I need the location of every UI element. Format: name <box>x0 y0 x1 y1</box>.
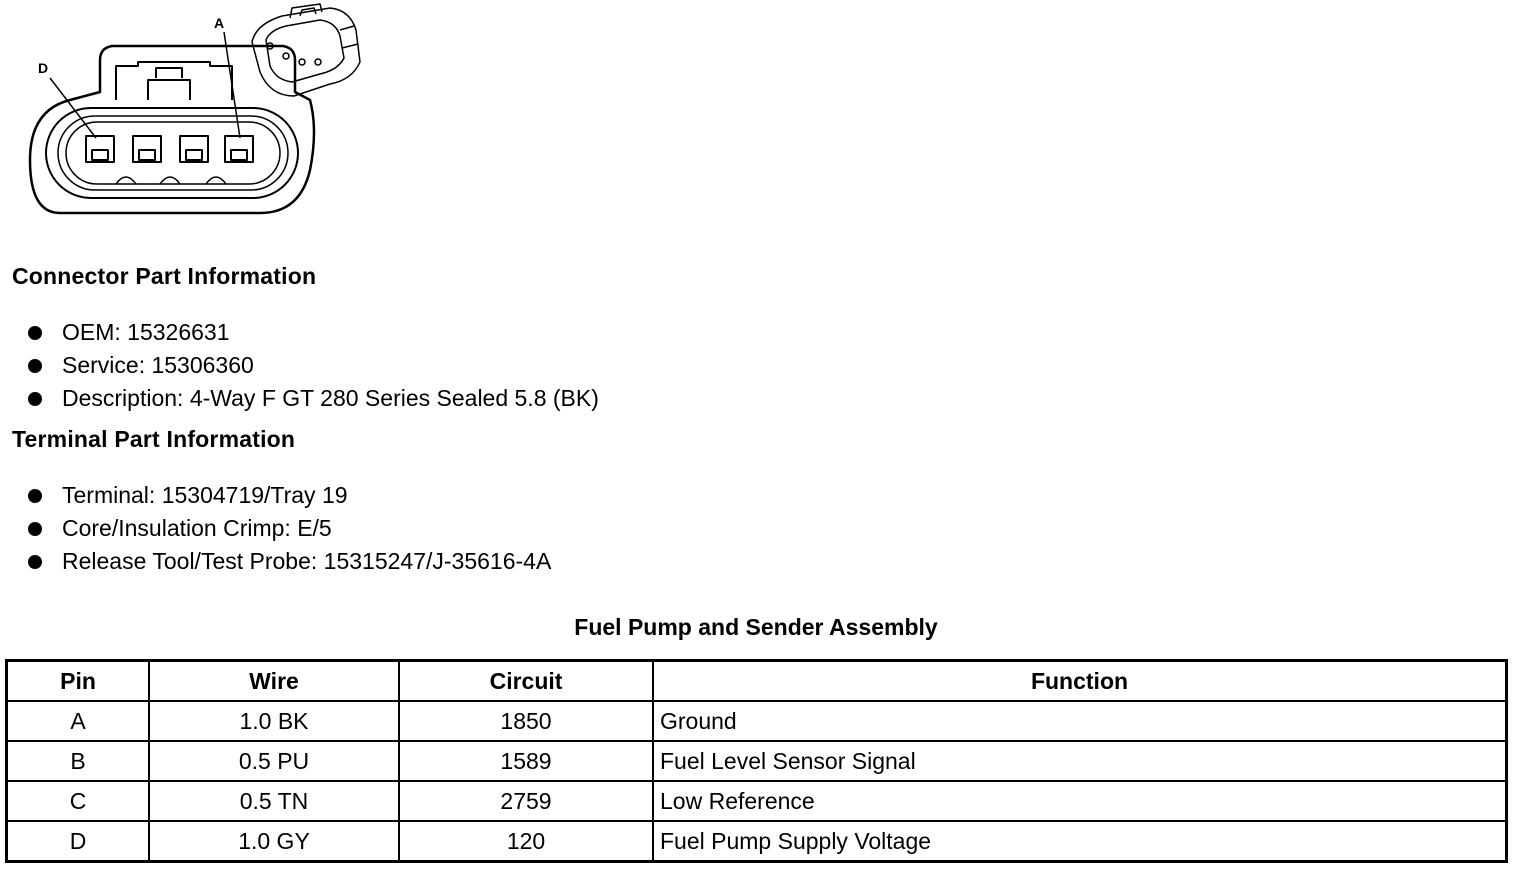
cell-circuit: 1589 <box>399 741 653 781</box>
cell-function: Ground <box>653 701 1507 741</box>
connector-keys <box>116 177 226 184</box>
cell-pin: B <box>7 741 150 781</box>
bullet-icon <box>28 359 42 373</box>
connector-diagram <box>0 0 380 230</box>
terminal-cavity-c <box>133 136 161 162</box>
header-function: Function <box>653 661 1507 702</box>
connector-latch <box>116 62 232 100</box>
terminal-cavity-d <box>86 136 114 162</box>
list-item <box>28 479 551 512</box>
header-wire: Wire <box>149 661 399 702</box>
cell-circuit: 1850 <box>399 701 653 741</box>
table-row <box>7 781 1507 821</box>
connector-service: Service: 15306360 <box>62 352 254 378</box>
terminal-cavity-b <box>180 136 208 162</box>
terminal-part-info-heading: Terminal Part Information <box>12 426 296 452</box>
header-circuit: Circuit <box>399 661 653 702</box>
terminal-part-info-list <box>28 479 551 578</box>
cell-pin: A <box>7 701 150 741</box>
cell-wire: 0.5 PU <box>149 741 399 781</box>
table-row <box>7 821 1507 862</box>
pin-label-d: D <box>38 60 49 76</box>
list-item <box>28 382 599 415</box>
table-row <box>7 701 1507 741</box>
bullet-icon <box>28 326 42 340</box>
pin-label-a: A <box>214 15 225 31</box>
table-title: Fuel Pump and Sender Assembly <box>574 614 938 640</box>
terminal-crimp: Core/Insulation Crimp: E/5 <box>62 515 332 541</box>
cell-wire: 1.0 BK <box>149 701 399 741</box>
bullet-icon <box>28 555 42 569</box>
terminal-cavity-a <box>225 136 253 162</box>
cell-function: Fuel Level Sensor Signal <box>653 741 1507 781</box>
cell-circuit: 2759 <box>399 781 653 821</box>
list-item <box>28 512 551 545</box>
connector-oem: OEM: 15326631 <box>62 319 230 345</box>
terminal-release-tool: Release Tool/Test Probe: 15315247/J-35616-4A <box>62 548 552 574</box>
pinout-table <box>5 659 1508 863</box>
connector-description: Description: 4-Way F GT 280 Series Sealed 5.8 (BK) <box>62 385 599 411</box>
table-header-row <box>7 661 1507 702</box>
bullet-icon <box>28 392 42 406</box>
cell-pin: C <box>7 781 150 821</box>
cell-pin: D <box>7 821 150 862</box>
list-item <box>28 349 599 382</box>
terminal-part: Terminal: 15304719/Tray 19 <box>62 482 348 508</box>
connector-part-info-list <box>28 316 599 415</box>
table-row <box>7 741 1507 781</box>
connector-housing-outline <box>30 46 314 213</box>
header-pin: Pin <box>7 661 150 702</box>
bullet-icon <box>28 489 42 503</box>
cell-function: Low Reference <box>653 781 1507 821</box>
bullet-icon <box>28 522 42 536</box>
cell-function: Fuel Pump Supply Voltage <box>653 821 1507 862</box>
list-item <box>28 545 551 578</box>
connector-iso-view <box>252 4 360 96</box>
cell-wire: 1.0 GY <box>149 821 399 862</box>
cell-wire: 0.5 TN <box>149 781 399 821</box>
list-item <box>28 316 599 349</box>
cell-circuit: 120 <box>399 821 653 862</box>
connector-part-info-heading: Connector Part Information <box>12 263 317 289</box>
